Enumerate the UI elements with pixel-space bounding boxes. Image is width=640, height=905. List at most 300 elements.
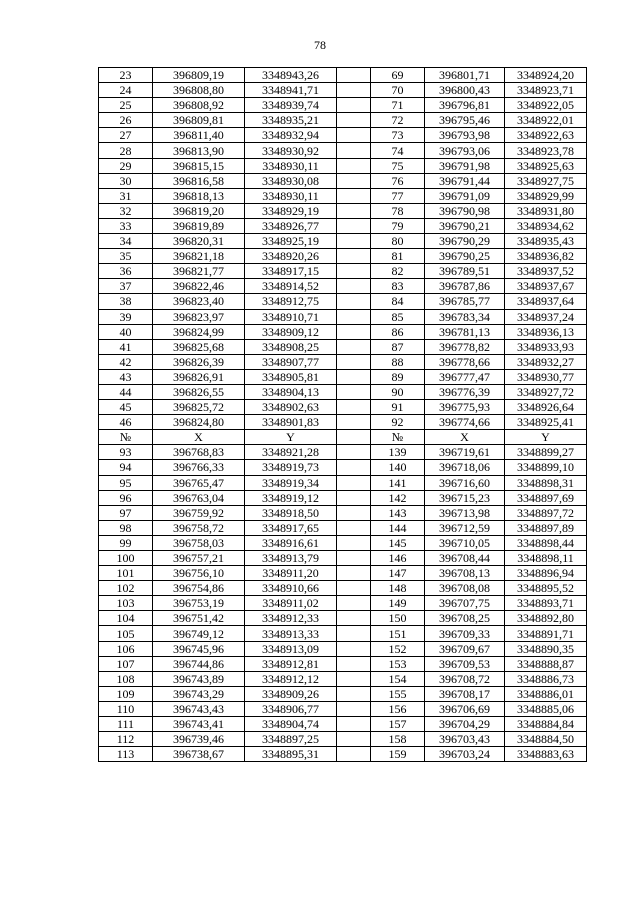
y-coordinate-cell: 3348932,27 <box>505 354 587 369</box>
x-coordinate-cell: 396708,44 <box>425 551 505 566</box>
x-coordinate-cell: 396825,72 <box>153 400 245 415</box>
y-coordinate-cell: 3348912,81 <box>245 656 337 671</box>
y-coordinate-cell: 3348926,64 <box>505 400 587 415</box>
table-row <box>99 98 587 113</box>
page-number: 78 <box>314 38 326 52</box>
table-row <box>99 173 587 188</box>
point-number-cell: 139 <box>371 445 425 460</box>
x-coordinate-cell: 396716,60 <box>425 475 505 490</box>
point-number-cell: 105 <box>99 626 153 641</box>
y-coordinate-cell: 3348895,52 <box>505 581 587 596</box>
point-number-cell: 111 <box>99 717 153 732</box>
x-coordinate-cell: 396719,61 <box>425 445 505 460</box>
point-number-cell: 69 <box>371 68 425 83</box>
point-number-cell: 145 <box>371 535 425 550</box>
spacer-cell <box>337 203 371 218</box>
y-coordinate-cell: 3348913,33 <box>245 626 337 641</box>
point-number-cell: 82 <box>371 264 425 279</box>
point-number-cell: 92 <box>371 415 425 430</box>
spacer-cell <box>337 611 371 626</box>
spacer-cell <box>337 551 371 566</box>
table-row <box>99 747 587 762</box>
y-coordinate-cell: 3348899,27 <box>505 445 587 460</box>
x-coordinate-cell: 396745,96 <box>153 641 245 656</box>
point-number-cell: 37 <box>99 279 153 294</box>
table-row <box>99 234 587 249</box>
spacer-cell <box>337 581 371 596</box>
x-coordinate-cell: 396743,29 <box>153 686 245 701</box>
table-row <box>99 732 587 747</box>
point-number-cell: 29 <box>99 158 153 173</box>
spacer-cell <box>337 324 371 339</box>
x-coordinate-cell: 396808,80 <box>153 83 245 98</box>
table-row <box>99 445 587 460</box>
spacer-cell <box>337 113 371 128</box>
x-coordinate-cell: 396824,80 <box>153 415 245 430</box>
spacer-cell <box>337 430 371 445</box>
point-number-cell: 31 <box>99 188 153 203</box>
x-coordinate-cell: 396783,34 <box>425 309 505 324</box>
spacer-cell <box>337 445 371 460</box>
x-coordinate-cell: 396743,43 <box>153 701 245 716</box>
y-coordinate-cell: 3348908,25 <box>245 339 337 354</box>
point-number-cell: 95 <box>99 475 153 490</box>
x-coordinate-cell: 396749,12 <box>153 626 245 641</box>
x-coordinate-cell: 396763,04 <box>153 490 245 505</box>
table-row <box>99 143 587 158</box>
x-coordinate-cell: 396816,58 <box>153 173 245 188</box>
table-body <box>99 68 587 762</box>
y-coordinate-cell: 3348931,80 <box>505 203 587 218</box>
x-coordinate-cell: 396801,71 <box>425 68 505 83</box>
y-coordinate-cell: 3348932,94 <box>245 128 337 143</box>
table-row <box>99 505 587 520</box>
x-coordinate-cell: 396709,53 <box>425 656 505 671</box>
y-coordinate-cell: 3348923,71 <box>505 83 587 98</box>
table-row <box>99 218 587 233</box>
point-number-cell: 96 <box>99 490 153 505</box>
x-coordinate-cell: 396809,19 <box>153 68 245 83</box>
x-coordinate-cell: 396821,18 <box>153 249 245 264</box>
spacer-cell <box>337 656 371 671</box>
table-row <box>99 611 587 626</box>
table-row <box>99 203 587 218</box>
y-coordinate-cell: 3348930,08 <box>245 173 337 188</box>
y-coordinate-cell: 3348902,63 <box>245 400 337 415</box>
point-number-cell: 90 <box>371 384 425 399</box>
spacer-cell <box>337 732 371 747</box>
y-coordinate-cell: 3348929,19 <box>245 203 337 218</box>
spacer-cell <box>337 218 371 233</box>
y-coordinate-cell: 3348907,77 <box>245 354 337 369</box>
x-coordinate-cell: 396819,20 <box>153 203 245 218</box>
x-coordinate-cell: 396790,29 <box>425 234 505 249</box>
y-coordinate-cell: 3348925,19 <box>245 234 337 249</box>
x-coordinate-cell: 396768,83 <box>153 445 245 460</box>
point-number-cell: 152 <box>371 641 425 656</box>
table-row <box>99 520 587 535</box>
y-coordinate-cell: 3348884,50 <box>505 732 587 747</box>
y-coordinate-cell: 3348927,75 <box>505 173 587 188</box>
x-coordinate-cell: 396756,10 <box>153 566 245 581</box>
point-number-cell: 141 <box>371 475 425 490</box>
point-number-cell: 107 <box>99 656 153 671</box>
table-row <box>99 249 587 264</box>
x-coordinate-cell: 396809,81 <box>153 113 245 128</box>
x-coordinate-cell: 396818,13 <box>153 188 245 203</box>
point-number-cell: 101 <box>99 566 153 581</box>
y-coordinate-cell: 3348895,31 <box>245 747 337 762</box>
y-coordinate-cell: 3348941,71 <box>245 83 337 98</box>
x-coordinate-cell: 396826,39 <box>153 354 245 369</box>
point-number-cell: 108 <box>99 671 153 686</box>
y-coordinate-cell: 3348886,01 <box>505 686 587 701</box>
point-number-cell: 143 <box>371 505 425 520</box>
point-number-cell: 86 <box>371 324 425 339</box>
point-number-cell: 44 <box>99 384 153 399</box>
y-coordinate-cell: 3348905,81 <box>245 369 337 384</box>
point-number-cell: 155 <box>371 686 425 701</box>
spacer-cell <box>337 686 371 701</box>
spacer-cell <box>337 566 371 581</box>
x-coordinate-cell: 396753,19 <box>153 596 245 611</box>
x-coordinate-cell: 396743,41 <box>153 717 245 732</box>
table-row <box>99 369 587 384</box>
table-row <box>99 309 587 324</box>
y-coordinate-cell: 3348927,72 <box>505 384 587 399</box>
x-coordinate-cell: 396739,46 <box>153 732 245 747</box>
x-coordinate-cell: 396718,06 <box>425 460 505 475</box>
y-coordinate-cell: 3348910,66 <box>245 581 337 596</box>
y-coordinate-cell: 3348919,73 <box>245 460 337 475</box>
spacer-cell <box>337 83 371 98</box>
table-row <box>99 686 587 701</box>
point-number-cell: 142 <box>371 490 425 505</box>
table-row <box>99 641 587 656</box>
table-row <box>99 339 587 354</box>
point-number-cell: 81 <box>371 249 425 264</box>
point-number-cell: 43 <box>99 369 153 384</box>
point-number-cell: 149 <box>371 596 425 611</box>
point-number-cell: 148 <box>371 581 425 596</box>
y-coordinate-cell: 3348922,63 <box>505 128 587 143</box>
table-row <box>99 354 587 369</box>
point-number-cell: 38 <box>99 294 153 309</box>
point-number-cell: 79 <box>371 218 425 233</box>
x-coordinate-cell: 396708,25 <box>425 611 505 626</box>
y-coordinate-cell: 3348897,89 <box>505 520 587 535</box>
point-number-cell: 156 <box>371 701 425 716</box>
y-coordinate-cell: 3348916,61 <box>245 535 337 550</box>
spacer-cell <box>337 128 371 143</box>
x-coordinate-cell: 396709,67 <box>425 641 505 656</box>
y-coordinate-cell: 3348933,93 <box>505 339 587 354</box>
point-number-cell: 33 <box>99 218 153 233</box>
table-row <box>99 158 587 173</box>
x-coordinate-cell: 396800,43 <box>425 83 505 98</box>
table-row <box>99 324 587 339</box>
x-coordinate-cell: 396706,69 <box>425 701 505 716</box>
x-coordinate-cell: 396709,33 <box>425 626 505 641</box>
spacer-cell <box>337 309 371 324</box>
x-coordinate-cell: 396825,68 <box>153 339 245 354</box>
point-number-cell: 24 <box>99 83 153 98</box>
y-coordinate-cell: 3348943,26 <box>245 68 337 83</box>
spacer-cell <box>337 354 371 369</box>
spacer-cell <box>337 520 371 535</box>
y-coordinate-cell: 3348909,12 <box>245 324 337 339</box>
point-number-cell: 94 <box>99 460 153 475</box>
point-number-cell: 84 <box>371 294 425 309</box>
point-number-cell: 40 <box>99 324 153 339</box>
x-coordinate-cell: 396712,59 <box>425 520 505 535</box>
y-coordinate-cell: 3348898,11 <box>505 551 587 566</box>
x-coordinate-cell: 396819,89 <box>153 218 245 233</box>
y-coordinate-cell: 3348936,13 <box>505 324 587 339</box>
y-coordinate-cell: 3348909,26 <box>245 686 337 701</box>
point-number-cell: 144 <box>371 520 425 535</box>
x-coordinate-cell: 396790,98 <box>425 203 505 218</box>
y-coordinate-cell: 3348937,67 <box>505 279 587 294</box>
x-coordinate-cell: 396813,90 <box>153 143 245 158</box>
table-row <box>99 656 587 671</box>
point-number-cell: 34 <box>99 234 153 249</box>
y-coordinate-cell: 3348935,21 <box>245 113 337 128</box>
header-row <box>99 430 587 445</box>
spacer-cell <box>337 294 371 309</box>
header-y-cell: Y <box>505 430 587 445</box>
point-number-cell: 100 <box>99 551 153 566</box>
x-coordinate-cell: 396738,67 <box>153 747 245 762</box>
point-number-cell: 159 <box>371 747 425 762</box>
table-row <box>99 113 587 128</box>
x-coordinate-cell: 396703,43 <box>425 732 505 747</box>
x-coordinate-cell: 396790,25 <box>425 249 505 264</box>
x-coordinate-cell: 396703,24 <box>425 747 505 762</box>
point-number-cell: 42 <box>99 354 153 369</box>
point-number-cell: 80 <box>371 234 425 249</box>
table-row <box>99 83 587 98</box>
x-coordinate-cell: 396785,77 <box>425 294 505 309</box>
y-coordinate-cell: 3348886,73 <box>505 671 587 686</box>
x-coordinate-cell: 396708,72 <box>425 671 505 686</box>
x-coordinate-cell: 396710,05 <box>425 535 505 550</box>
x-coordinate-cell: 396808,92 <box>153 98 245 113</box>
y-coordinate-cell: 3348929,99 <box>505 188 587 203</box>
spacer-cell <box>337 505 371 520</box>
point-number-cell: 28 <box>99 143 153 158</box>
y-coordinate-cell: 3348884,84 <box>505 717 587 732</box>
x-coordinate-cell: 396778,66 <box>425 354 505 369</box>
point-number-cell: 91 <box>371 400 425 415</box>
x-coordinate-cell: 396776,39 <box>425 384 505 399</box>
x-coordinate-cell: 396793,98 <box>425 128 505 143</box>
spacer-cell <box>337 701 371 716</box>
x-coordinate-cell: 396708,08 <box>425 581 505 596</box>
table-row <box>99 264 587 279</box>
point-number-cell: 87 <box>371 339 425 354</box>
spacer-cell <box>337 415 371 430</box>
spacer-cell <box>337 369 371 384</box>
y-coordinate-cell: 3348922,05 <box>505 98 587 113</box>
y-coordinate-cell: 3348918,50 <box>245 505 337 520</box>
y-coordinate-cell: 3348890,35 <box>505 641 587 656</box>
y-coordinate-cell: 3348906,77 <box>245 701 337 716</box>
point-number-cell: 25 <box>99 98 153 113</box>
spacer-cell <box>337 626 371 641</box>
y-coordinate-cell: 3348885,06 <box>505 701 587 716</box>
y-coordinate-cell: 3348930,92 <box>245 143 337 158</box>
x-coordinate-cell: 396791,44 <box>425 173 505 188</box>
header-x-cell: X <box>153 430 245 445</box>
spacer-cell <box>337 339 371 354</box>
y-coordinate-cell: 3348891,71 <box>505 626 587 641</box>
point-number-cell: 146 <box>371 551 425 566</box>
x-coordinate-cell: 396787,86 <box>425 279 505 294</box>
point-number-cell: 46 <box>99 415 153 430</box>
y-coordinate-cell: 3348897,25 <box>245 732 337 747</box>
x-coordinate-cell: 396778,82 <box>425 339 505 354</box>
y-coordinate-cell: 3348937,52 <box>505 264 587 279</box>
x-coordinate-cell: 396751,42 <box>153 611 245 626</box>
point-number-cell: 45 <box>99 400 153 415</box>
x-coordinate-cell: 396781,13 <box>425 324 505 339</box>
y-coordinate-cell: 3348898,31 <box>505 475 587 490</box>
y-coordinate-cell: 3348919,12 <box>245 490 337 505</box>
point-number-cell: 85 <box>371 309 425 324</box>
spacer-cell <box>337 747 371 762</box>
y-coordinate-cell: 3348920,26 <box>245 249 337 264</box>
point-number-cell: 97 <box>99 505 153 520</box>
y-coordinate-cell: 3348897,69 <box>505 490 587 505</box>
point-number-cell: 26 <box>99 113 153 128</box>
spacer-cell <box>337 535 371 550</box>
x-coordinate-cell: 396791,09 <box>425 188 505 203</box>
x-coordinate-cell: 396744,86 <box>153 656 245 671</box>
x-coordinate-cell: 396704,29 <box>425 717 505 732</box>
y-coordinate-cell: 3348930,11 <box>245 188 337 203</box>
table-row <box>99 701 587 716</box>
y-coordinate-cell: 3348893,71 <box>505 596 587 611</box>
x-coordinate-cell: 396715,23 <box>425 490 505 505</box>
table-row <box>99 294 587 309</box>
header-x-cell: X <box>425 430 505 445</box>
table-row <box>99 671 587 686</box>
y-coordinate-cell: 3348897,72 <box>505 505 587 520</box>
y-coordinate-cell: 3348936,82 <box>505 249 587 264</box>
x-coordinate-cell: 396795,46 <box>425 113 505 128</box>
x-coordinate-cell: 396824,99 <box>153 324 245 339</box>
table-row <box>99 384 587 399</box>
table-row <box>99 400 587 415</box>
x-coordinate-cell: 396713,98 <box>425 505 505 520</box>
y-coordinate-cell: 3348904,74 <box>245 717 337 732</box>
table-row <box>99 566 587 581</box>
table-row <box>99 475 587 490</box>
y-coordinate-cell: 3348926,77 <box>245 218 337 233</box>
spacer-cell <box>337 717 371 732</box>
point-number-cell: 99 <box>99 535 153 550</box>
point-number-cell: 39 <box>99 309 153 324</box>
spacer-cell <box>337 143 371 158</box>
y-coordinate-cell: 3348917,15 <box>245 264 337 279</box>
x-coordinate-cell: 396793,06 <box>425 143 505 158</box>
x-coordinate-cell: 396820,31 <box>153 234 245 249</box>
x-coordinate-cell: 396774,66 <box>425 415 505 430</box>
x-coordinate-cell: 396821,77 <box>153 264 245 279</box>
x-coordinate-cell: 396757,21 <box>153 551 245 566</box>
y-coordinate-cell: 3348937,64 <box>505 294 587 309</box>
point-number-cell: 77 <box>371 188 425 203</box>
header-number-cell: № <box>371 430 425 445</box>
point-number-cell: 157 <box>371 717 425 732</box>
spacer-cell <box>337 279 371 294</box>
y-coordinate-cell: 3348937,24 <box>505 309 587 324</box>
y-coordinate-cell: 3348935,43 <box>505 234 587 249</box>
table-row <box>99 415 587 430</box>
table-row <box>99 535 587 550</box>
point-number-cell: 147 <box>371 566 425 581</box>
x-coordinate-cell: 396708,17 <box>425 686 505 701</box>
x-coordinate-cell: 396826,55 <box>153 384 245 399</box>
spacer-cell <box>337 460 371 475</box>
y-coordinate-cell: 3348924,20 <box>505 68 587 83</box>
spacer-cell <box>337 249 371 264</box>
table-row <box>99 596 587 611</box>
table-row <box>99 279 587 294</box>
point-number-cell: 30 <box>99 173 153 188</box>
y-coordinate-cell: 3348930,11 <box>245 158 337 173</box>
point-number-cell: 36 <box>99 264 153 279</box>
point-number-cell: 158 <box>371 732 425 747</box>
y-coordinate-cell: 3348904,13 <box>245 384 337 399</box>
point-number-cell: 140 <box>371 460 425 475</box>
point-number-cell: 76 <box>371 173 425 188</box>
point-number-cell: 71 <box>371 98 425 113</box>
spacer-cell <box>337 234 371 249</box>
y-coordinate-cell: 3348913,09 <box>245 641 337 656</box>
y-coordinate-cell: 3348912,12 <box>245 671 337 686</box>
x-coordinate-cell: 396822,46 <box>153 279 245 294</box>
x-coordinate-cell: 396789,51 <box>425 264 505 279</box>
y-coordinate-cell: 3348911,02 <box>245 596 337 611</box>
spacer-cell <box>337 400 371 415</box>
x-coordinate-cell: 396759,92 <box>153 505 245 520</box>
x-coordinate-cell: 396707,75 <box>425 596 505 611</box>
y-coordinate-cell: 3348911,20 <box>245 566 337 581</box>
spacer-cell <box>337 641 371 656</box>
point-number-cell: 74 <box>371 143 425 158</box>
point-number-cell: 113 <box>99 747 153 762</box>
point-number-cell: 98 <box>99 520 153 535</box>
x-coordinate-cell: 396758,72 <box>153 520 245 535</box>
point-number-cell: 41 <box>99 339 153 354</box>
x-coordinate-cell: 396775,93 <box>425 400 505 415</box>
y-coordinate-cell: 3348910,71 <box>245 309 337 324</box>
x-coordinate-cell: 396766,33 <box>153 460 245 475</box>
point-number-cell: 70 <box>371 83 425 98</box>
point-number-cell: 73 <box>371 128 425 143</box>
y-coordinate-cell: 3348917,65 <box>245 520 337 535</box>
point-number-cell: 104 <box>99 611 153 626</box>
point-number-cell: 110 <box>99 701 153 716</box>
point-number-cell: 72 <box>371 113 425 128</box>
y-coordinate-cell: 3348892,80 <box>505 611 587 626</box>
y-coordinate-cell: 3348912,75 <box>245 294 337 309</box>
x-coordinate-cell: 396796,81 <box>425 98 505 113</box>
x-coordinate-cell: 396708,13 <box>425 566 505 581</box>
coordinates-table <box>98 67 587 762</box>
